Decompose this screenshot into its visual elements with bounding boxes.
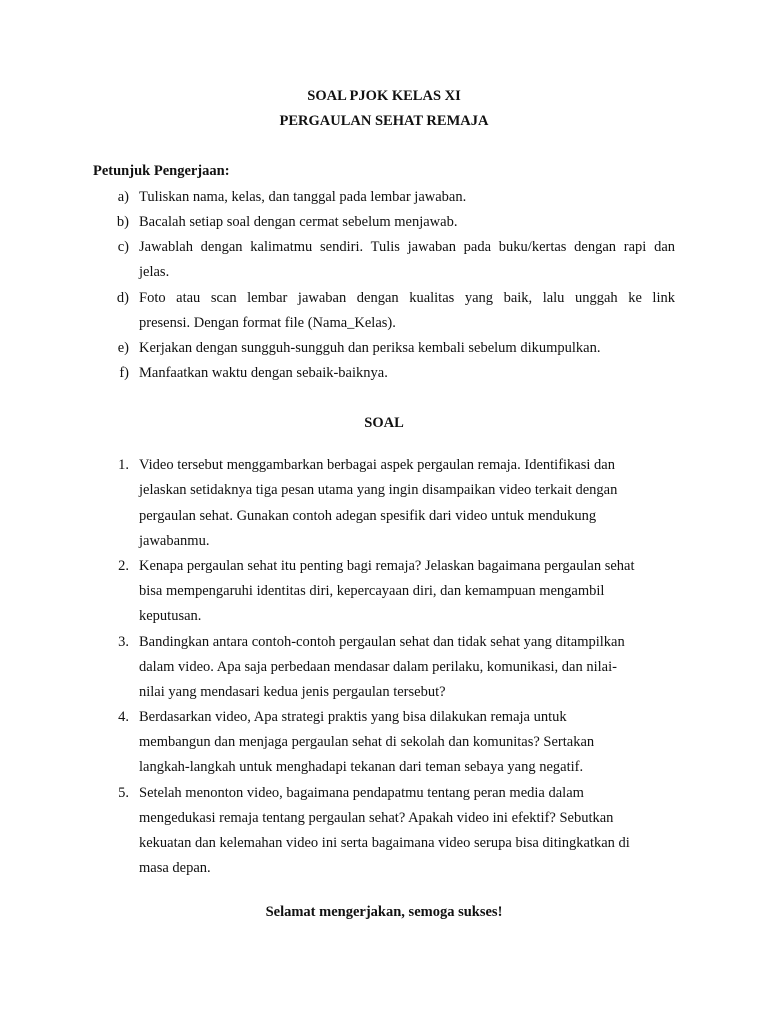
instruction-text: presensi. Dengan format file (Nama_Kelas). [139, 315, 396, 331]
question-text: membangun dan menjaga pergaulan sehat di sekolah dan komunitas? Sertakan [139, 734, 595, 750]
question-text: dalam video. Apa saja perbedaan mendasar dalam perilaku, komunikasi, dan nilai- [139, 659, 617, 675]
instruction-text: Kerjakan dengan sungguh-sungguh dan periksa kembali sebelum dikumpulkan. [139, 340, 601, 356]
question-text: Bandingkan antara contoh-contoh pergaulan sehat dan tidak sehat yang ditampilkan [139, 634, 625, 650]
question-text: Video tersebut menggambarkan berbagai aspek pergaulan remaja. Identifikasi dan [139, 457, 615, 473]
question-text: Kenapa pergaulan sehat itu penting bagi remaja? Jelaskan bagaimana pergaulan sehat [139, 558, 635, 574]
list-marker: 5. [118, 785, 129, 801]
page-title: SOAL PJOK KELAS XI [307, 88, 461, 104]
question-text: masa depan. [139, 860, 211, 876]
instruction-text: Foto atau scan lembar jawaban dengan kualitas yang baik, lalu unggah ke link [139, 290, 675, 306]
question-text: mengedukasi remaja tentang pergaulan sehat? Apakah video ini efektif? Sebutkan [139, 810, 614, 826]
list-marker: 2. [118, 558, 129, 574]
instruction-text: jelas. [139, 264, 170, 280]
instruction-text: Bacalah setiap soal dengan cermat sebelum menjawab. [139, 214, 458, 230]
question-text: langkah-langkah untuk menghadapi tekanan dari teman sebaya yang negatif. [139, 759, 584, 775]
instruction-text: Jawablah dengan kalimatmu sendiri. Tulis jawaban pada buku/kertas dengan rapi dan [139, 239, 675, 255]
closing-message: Selamat mengerjakan, semoga sukses! [265, 904, 503, 920]
question-text: Berdasarkan video, Apa strategi praktis yang bisa dilakukan remaja untuk [139, 709, 567, 725]
list-marker: e) [117, 340, 129, 356]
question-text: jelaskan setidaknya tiga pesan utama yang ingin disampaikan video terkait dengan [139, 482, 618, 498]
instruction-text: Manfaatkan waktu dengan sebaik-baiknya. [139, 365, 388, 381]
list-marker: 3. [118, 634, 129, 650]
list-marker: d) [116, 290, 129, 306]
question-text: bisa mempengaruhi identitas diri, kepercayaan diri, dan kemampuan mengambil [139, 583, 605, 599]
question-text: nilai yang mendasari kedua jenis pergaulan tersebut? [139, 684, 446, 700]
instruction-text: Tuliskan nama, kelas, dan tanggal pada lembar jawaban. [139, 189, 467, 205]
list-marker: f) [119, 365, 129, 381]
question-text: jawabanmu. [139, 533, 210, 549]
list-marker: a) [117, 189, 129, 205]
list-marker: 4. [118, 709, 129, 725]
list-marker: c) [117, 239, 129, 255]
questions-heading: SOAL [364, 415, 404, 431]
instructions-heading: Petunjuk Pengerjaan: [93, 163, 230, 179]
list-marker: b) [116, 214, 129, 230]
page-subtitle: PERGAULAN SEHAT REMAJA [279, 113, 489, 129]
question-text: Setelah menonton video, bagaimana pendapatmu tentang peran media dalam [139, 785, 584, 801]
question-text: pergaulan sehat. Gunakan contoh adegan spesifik dari video untuk mendukung [139, 508, 597, 524]
question-text: kekuatan dan kelemahan video ini serta bagaimana video serupa bisa ditingkatkan di [139, 835, 630, 851]
question-text: keputusan. [139, 608, 202, 624]
list-marker: 1. [118, 457, 129, 473]
